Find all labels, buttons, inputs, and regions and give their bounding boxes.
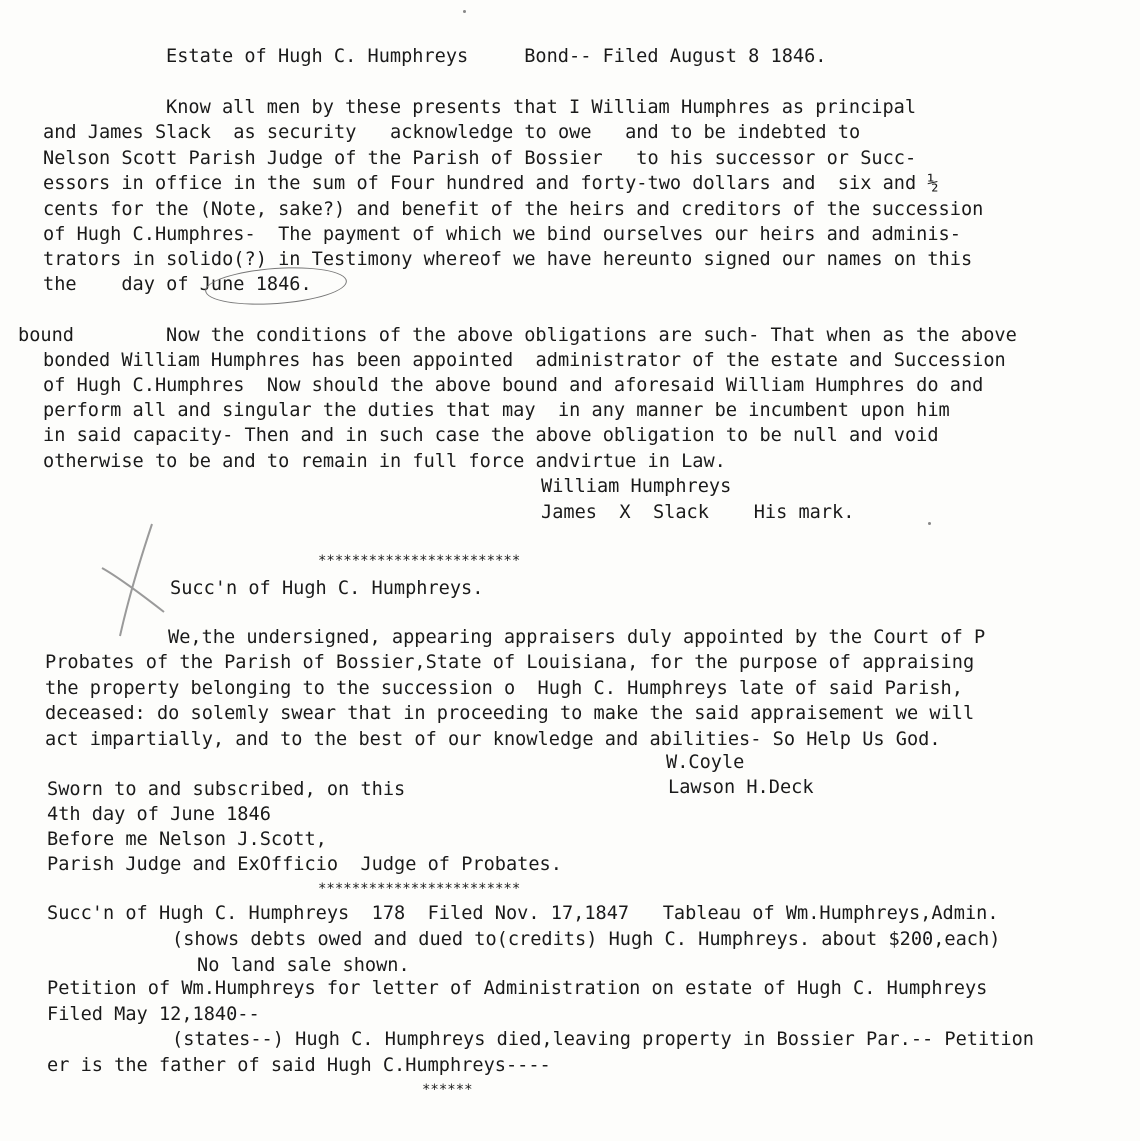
separator: ************************ bbox=[318, 553, 521, 569]
sworn-line: Parish Judge and ExOfficio Judge of Probates. bbox=[47, 854, 562, 875]
succession-line: We,the undersigned, appearing appraisers duly appointed by the Court of P bbox=[168, 627, 986, 648]
margin-note: bound bbox=[18, 325, 74, 346]
signature-line: James X Slack His mark. bbox=[541, 502, 855, 523]
tableau-line: Succ'n of Hugh C. Humphreys 178 Filed Nov. 17,1847 Tableau of Wm.Humphreys,Admin. bbox=[47, 903, 999, 924]
separator: ************************ bbox=[318, 881, 521, 897]
conditions-line: perform all and singular the duties that may in any manner be incumbent upon him bbox=[43, 400, 950, 421]
petition-line: er is the father of said Hugh C.Humphreys---- bbox=[47, 1055, 551, 1076]
bond-line: cents for the (Note, sake?) and benefit of the heirs and creditors of the succession bbox=[43, 199, 984, 220]
petition-line: Filed May 12,1840-- bbox=[47, 1004, 260, 1025]
conditions-line: Now the conditions of the above obligations are such- That when as the above bbox=[166, 325, 1017, 346]
bond-line: essors in office in the sum of Four hundred and forty-two dollars and six and ½ bbox=[43, 173, 939, 194]
bond-line: trators in solido(?) in Testimony whereof we have hereunto signed our names on this bbox=[43, 249, 973, 270]
tableau-line: (shows debts owed and dued to(credits) Hugh C. Humphreys. about $200,each) bbox=[172, 929, 1001, 950]
succession-title: Succ'n of Hugh C. Humphreys. bbox=[170, 578, 484, 599]
succession-line: the property belonging to the succession o Hugh C. Humphreys late of said Parish, bbox=[45, 678, 963, 699]
pencil-x-mark bbox=[100, 520, 180, 640]
bond-line: Nelson Scott Parish Judge of the Parish of Bossier to his successor or Succ- bbox=[43, 148, 917, 169]
succession-line: deceased: do solemly swear that in proceeding to make the said appraisement we will bbox=[45, 703, 975, 724]
conditions-line: of Hugh C.Humphres Now should the above bound and aforesaid William Humphres do and bbox=[43, 375, 984, 396]
sworn-line: 4th day of June 1846 bbox=[47, 804, 271, 825]
succession-line: act impartially, and to the best of our knowledge and abilities- So Help Us God. bbox=[45, 729, 941, 750]
separator: ****** bbox=[422, 1082, 473, 1098]
sworn-line: Sworn to and subscribed, on this bbox=[47, 779, 406, 800]
bond-line: the day of June 1846. bbox=[43, 274, 312, 295]
petition-line: (states--) Hugh C. Humphreys died,leaving property in Bossier Par.-- Petition bbox=[172, 1029, 1034, 1050]
paper-speck bbox=[928, 522, 931, 525]
bond-line: and James Slack as security acknowledge to owe and to be indebted to bbox=[43, 122, 861, 143]
conditions-line: otherwise to be and to remain in full force andvirtue in Law. bbox=[43, 451, 726, 472]
bond-line: of Hugh C.Humphres- The payment of which we bind ourselves our heirs and adminis- bbox=[43, 224, 961, 245]
signature-line: William Humphreys bbox=[541, 476, 732, 497]
conditions-line: bonded William Humphres has been appointed administrator of the estate and Succession bbox=[43, 350, 1006, 371]
tableau-line: No land sale shown. bbox=[197, 955, 410, 976]
sworn-line: Before me Nelson J.Scott, bbox=[47, 829, 327, 850]
petition-line: Petition of Wm.Humphreys for letter of Administration on estate of Hugh C. Humphreys bbox=[47, 978, 988, 999]
appraiser-name: Lawson H.Deck bbox=[668, 777, 814, 798]
succession-line: Probates of the Parish of Bossier,State of Louisiana, for the purpose of appraising bbox=[45, 652, 975, 673]
appraiser-name: W.Coyle bbox=[666, 752, 745, 773]
conditions-line: in said capacity- Then and in such case the above obligation to be null and void bbox=[43, 425, 939, 446]
document-heading: Estate of Hugh C. Humphreys Bond-- Filed August 8 1846. bbox=[166, 46, 827, 67]
bond-line: Know all men by these presents that I William Humphres as principal bbox=[166, 97, 917, 118]
paper-speck bbox=[463, 10, 466, 13]
